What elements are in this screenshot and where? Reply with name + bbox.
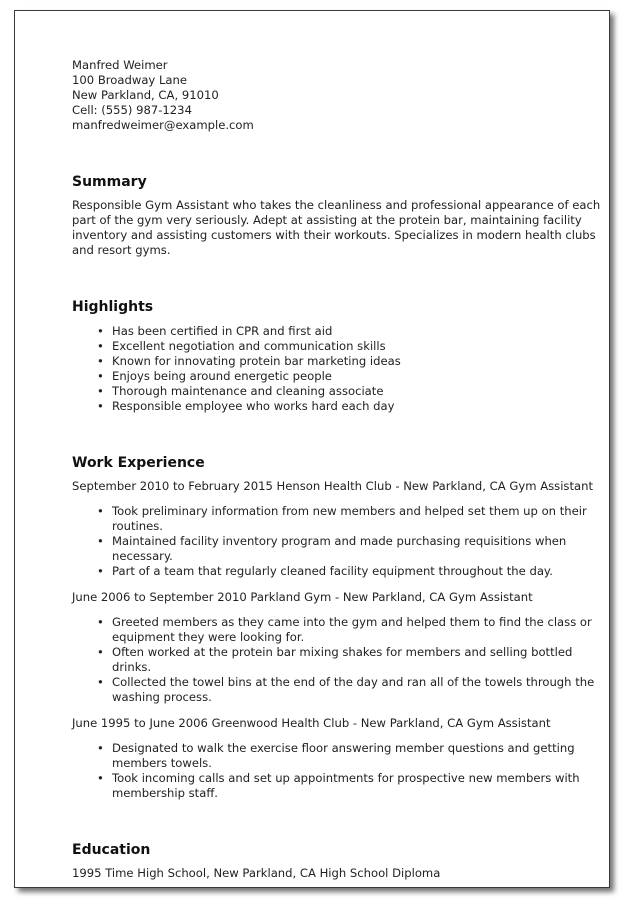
job-entry <box>72 479 602 579</box>
job-bullets <box>72 504 602 579</box>
contact-street: 100 Broadway Lane <box>72 73 188 87</box>
job-bullet: • Part of a team that regularly cleaned facility equipment throughout the day. <box>72 564 602 579</box>
job-header: June 2006 to September 2010 Parkland Gym - New Parkland, CA Gym Assistant <box>72 590 533 604</box>
job-bullet: • Took preliminary information from new members and helped set them up on their routines. <box>72 504 602 534</box>
job-header: June 1995 to June 2006 Greenwood Health Club - New Parkland, CA Gym Assistant <box>72 716 551 730</box>
education-heading: Education <box>72 842 151 858</box>
job-bullet: • Designated to walk the exercise floor answering member questions and getting members towels. <box>72 741 602 771</box>
job-bullet: • Greeted members as they came into the gym and helped them to find the class or equipment they were looking for. <box>72 615 602 645</box>
highlight-item: • Has been certified in CPR and first aid <box>72 324 602 339</box>
education-text: 1995 Time High School, New Parkland, CA High School Diploma <box>72 866 441 880</box>
contact-phone: Cell: (555) 987-1234 <box>72 103 192 117</box>
job-entry <box>72 590 602 705</box>
contact-name: Manfred Weimer <box>72 58 168 72</box>
highlights-heading: Highlights <box>72 299 154 315</box>
highlight-item: • Excellent negotiation and communication skills <box>72 339 602 354</box>
job-bullets <box>72 741 602 801</box>
job-header: September 2010 to February 2015 Henson Health Club - New Parkland, CA Gym Assistant <box>72 479 594 493</box>
job-bullet: • Collected the towel bins at the end of the day and ran all of the towels through the washing process. <box>72 675 602 705</box>
contact-email: manfredweimer@example.com <box>72 118 254 132</box>
job-bullet: • Took incoming calls and set up appointments for prospective new members with membership staff. <box>72 771 602 801</box>
summary-text: Responsible Gym Assistant who takes the cleanliness and professional appearance of each part of the gym very seriously. Adept at assisting at the protein bar, maintaining facility inventory and assisting customers with their workouts. Specializes in modern health clubs and resort gyms. <box>72 198 601 257</box>
work-heading: Work Experience <box>72 455 205 471</box>
contact-city: New Parkland, CA, 91010 <box>72 88 219 102</box>
highlights-list <box>72 324 602 414</box>
contact-block <box>72 58 602 133</box>
job-bullet: • Often worked at the protein bar mixing shakes for members and selling bottled drinks. <box>72 645 602 675</box>
highlight-item: • Responsible employee who works hard each day <box>72 399 602 414</box>
highlight-item: • Enjoys being around energetic people <box>72 369 602 384</box>
resume-content <box>72 58 602 881</box>
job-bullets <box>72 615 602 705</box>
highlight-item: • Known for innovating protein bar marketing ideas <box>72 354 602 369</box>
job-bullet: • Maintained facility inventory program and made purchasing requisitions when necessary. <box>72 534 602 564</box>
summary-heading: Summary <box>72 174 147 190</box>
job-entry <box>72 716 602 801</box>
resume-page <box>14 10 610 888</box>
highlight-item: • Thorough maintenance and cleaning associate <box>72 384 602 399</box>
